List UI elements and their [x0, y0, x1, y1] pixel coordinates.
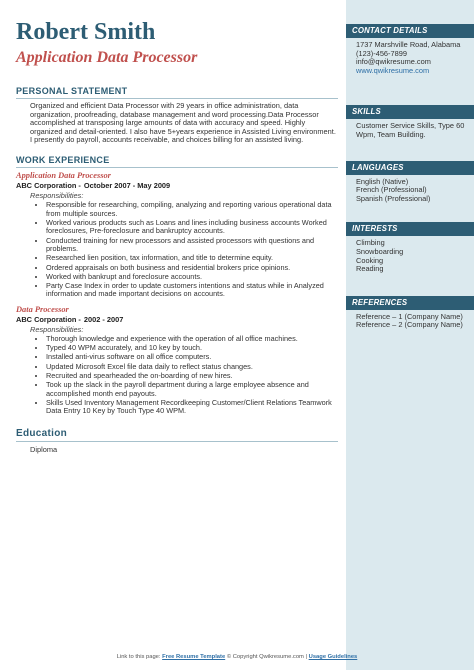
- personal-statement-section: [16, 86, 338, 145]
- education-heading: Education: [16, 427, 68, 439]
- usage-guidelines-link[interactable]: Usage Guidelines: [308, 654, 358, 660]
- job-company-line: [16, 181, 338, 190]
- contact-heading: CONTACT DETAILS: [346, 24, 474, 38]
- interest-item: Snowboarding: [356, 246, 404, 256]
- languages-list: [356, 178, 468, 204]
- sidebar: [346, 0, 474, 670]
- responsibility-item: • Thorough knowledge and experience with the operation of all office machines.: [46, 335, 338, 344]
- skills-section: [352, 105, 468, 139]
- interest-item: Climbing: [356, 238, 385, 248]
- job-title: Application Data Processor: [16, 170, 111, 180]
- job-company: ABC Corporation -: [16, 180, 81, 190]
- responsibilities-list: [16, 335, 338, 416]
- responsibilities-label: Responsibilities:: [30, 190, 84, 200]
- contact-details: [356, 41, 468, 75]
- section-divider: [16, 167, 338, 168]
- skills-heading: SKILLS: [346, 105, 474, 119]
- free-resume-template-link[interactable]: Free Resume Template: [162, 654, 226, 660]
- job-entry: [16, 171, 338, 299]
- job-entry: [16, 305, 338, 416]
- work-experience-section: [16, 155, 338, 416]
- responsibility-item: • Researched lien position, tax information, and title to determine equity.: [46, 254, 338, 263]
- job-dates: 2002 - 2007: [83, 315, 124, 325]
- responsibilities-list: [16, 201, 338, 299]
- personal-statement-heading: PERSONAL STATEMENT: [16, 86, 128, 96]
- contact-section: [352, 24, 468, 75]
- section-divider: [16, 98, 338, 99]
- languages-section: [352, 161, 468, 204]
- candidate-title: Application Data Processor: [16, 49, 198, 66]
- interest-item: Reading: [356, 264, 384, 274]
- footer: [0, 654, 474, 660]
- references-heading: REFERENCES: [346, 296, 474, 310]
- responsibility-item: • Worked various products such as Loans and lines including business accounts Worked foreclosures, Pre-foreclosure and bankruptcy accounts.: [46, 219, 338, 236]
- skills-text: Customer Service Skills, Type 60 Wpm, Team Building.: [356, 121, 465, 139]
- contact-phone: (123)-456-7899: [356, 48, 407, 58]
- footer-copyright: © Copyright Qwikresume.com |: [226, 654, 308, 660]
- contact-address: 1737 Marshville Road, Alabama: [356, 40, 461, 49]
- interests-heading: INTERESTS: [346, 222, 474, 236]
- reference-item: Reference – 1 (Company Name): [356, 311, 463, 321]
- language-item: Spanish (Professional): [356, 193, 431, 203]
- responsibility-item: • Party Case Index in order to update customers intentions and status while in Analyzed information and made important decisions on accounts.: [46, 282, 338, 299]
- jobs-list: [16, 171, 338, 416]
- education-section: [16, 428, 338, 454]
- responsibility-item: • Responsible for researching, compiling, analyzing and reporting various operational data from multiple sources.: [46, 201, 338, 218]
- education-item: Diploma: [30, 444, 58, 454]
- footer-prefix: Link to this page:: [116, 654, 161, 660]
- responsibility-item: • Took up the slack in the payroll department during a large employee absence and accomplished month end payouts.: [46, 381, 338, 398]
- contact-website[interactable]: www.qwikresume.com: [356, 65, 430, 75]
- work-experience-heading: WORK EXPERIENCE: [16, 154, 110, 165]
- interest-item: Cooking: [356, 255, 384, 265]
- candidate-name: Robert Smith: [16, 19, 156, 45]
- languages-heading: LANGUAGES: [346, 161, 474, 175]
- job-title: Data Processor: [16, 305, 69, 315]
- reference-item: Reference – 2 (Company Name): [356, 320, 463, 330]
- responsibilities-label: Responsibilities:: [30, 325, 84, 335]
- interests-list: [356, 239, 468, 273]
- responsibility-item: • Typed 40 WPM accurately, and 10 key by touch.: [46, 344, 338, 353]
- contact-email[interactable]: info@qwikresume.com: [356, 57, 431, 67]
- language-item: French (Professional): [356, 185, 427, 195]
- responsibility-item: • Installed anti-virus software on all office computers.: [46, 353, 338, 362]
- section-divider: [16, 441, 338, 442]
- responsibility-item: • Conducted training for new processors and assisted processors with questions and problems.: [46, 237, 338, 254]
- interests-section: [352, 222, 468, 274]
- personal-statement-text: Organized and efficient Data Processor with 29 years in office administration, data organization, proofreading, database management and word processing.Data Processor accomplished at transposing large amounts of data with accuracy and speed. Highly organized and detail-oriented. I also have 5+years experience in Assisted Living environment. I presently do payroll, accounts receivable, and choices billing for an assisted living.: [30, 101, 336, 145]
- responsibility-item: • Recruited and spearheaded the on-boarding of new hires.: [46, 372, 338, 381]
- references-list: [356, 313, 468, 330]
- language-item: English (Native): [356, 176, 409, 186]
- responsibility-item: • Worked with bankrupt and foreclosure accounts.: [46, 273, 338, 282]
- responsibility-item: • Ordered appraisals on both business and residential brokers price opinions.: [46, 264, 338, 273]
- job-company-line: [16, 315, 338, 324]
- job-dates: October 2007 - May 2009: [83, 180, 171, 190]
- responsibility-item: • Skills Used Inventory Management Recordkeeping Customer/Client Relations Teamwork Data Entry 10 Key by Touch Type 40 WPM.: [46, 399, 338, 416]
- main-column: [16, 18, 338, 454]
- job-company: ABC Corporation -: [16, 315, 81, 325]
- responsibility-item: • Updated Microsoft Excel file data daily to reflect status changes.: [46, 363, 338, 372]
- references-section: [352, 296, 468, 330]
